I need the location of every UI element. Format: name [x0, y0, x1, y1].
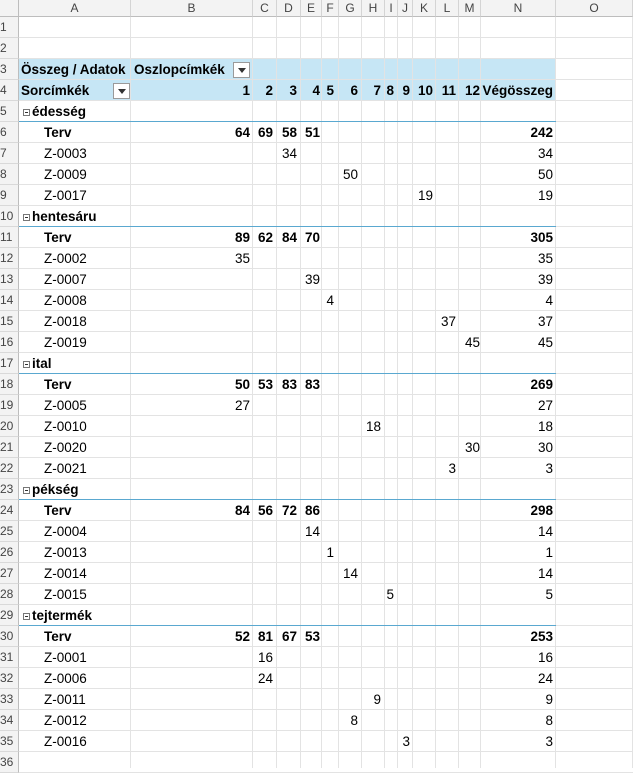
plan-value[interactable]: 84	[234, 503, 250, 518]
item-total[interactable]: 19	[537, 188, 553, 203]
plan-total[interactable]: 298	[530, 503, 553, 518]
select-all-corner[interactable]	[0, 0, 19, 17]
item-label[interactable]: Z-0015	[44, 587, 87, 602]
row-header[interactable]: 16	[0, 332, 19, 353]
plan-label[interactable]: Terv	[44, 629, 72, 644]
item-total[interactable]: 18	[537, 419, 553, 434]
gridline	[19, 37, 633, 38]
plan-value[interactable]: 53	[257, 377, 273, 392]
column-labels-caption[interactable]: Oszlopcímkék	[134, 62, 225, 77]
row-header[interactable]: 20	[0, 416, 19, 437]
row-header[interactable]: 33	[0, 689, 19, 710]
column-header[interactable]: D	[277, 0, 301, 17]
item-value[interactable]: 19	[417, 188, 433, 203]
item-label[interactable]: Z-0010	[44, 419, 87, 434]
group-label[interactable]: édesség	[32, 104, 87, 119]
row-header[interactable]: 29	[0, 605, 19, 626]
gridline	[412, 17, 413, 768]
column-header[interactable]: C	[253, 0, 277, 17]
row-header[interactable]: 14	[0, 290, 19, 311]
plan-value[interactable]: 83	[304, 377, 320, 392]
plan-value[interactable]: 62	[257, 230, 273, 245]
row-header[interactable]: 17	[0, 353, 19, 374]
item-total[interactable]: 14	[537, 566, 553, 581]
row-header[interactable]: 6	[0, 122, 19, 143]
item-label[interactable]: Z-0013	[44, 545, 87, 560]
row-header[interactable]: 23	[0, 479, 19, 500]
item-label[interactable]: Z-0002	[44, 251, 87, 266]
row-header[interactable]: 18	[0, 374, 19, 395]
plan-value[interactable]: 64	[234, 125, 250, 140]
row-header[interactable]: 26	[0, 542, 19, 563]
gridline	[397, 17, 398, 768]
item-value[interactable]: 1	[326, 545, 334, 560]
plan-value[interactable]: 83	[281, 377, 297, 392]
row-header[interactable]: 36	[0, 752, 19, 773]
item-total[interactable]: 45	[537, 335, 553, 350]
item-total[interactable]: 16	[537, 650, 553, 665]
column-header[interactable]: B	[131, 0, 253, 17]
item-label[interactable]: Z-0011	[44, 692, 86, 707]
plan-total[interactable]: 253	[530, 629, 553, 644]
column-header[interactable]: E	[301, 0, 322, 17]
item-value[interactable]: 9	[373, 692, 381, 707]
column-header-1[interactable]: 1	[242, 83, 250, 98]
plan-value[interactable]: 81	[257, 629, 273, 644]
row-header[interactable]: 28	[0, 584, 19, 605]
item-label[interactable]: Z-0014	[44, 566, 87, 581]
group-label[interactable]: ital	[32, 356, 52, 371]
row-header[interactable]: 32	[0, 668, 19, 689]
column-labels-filter-button[interactable]	[233, 62, 250, 78]
plan-value[interactable]: 56	[257, 503, 273, 518]
item-value[interactable]: 4	[326, 293, 334, 308]
item-value[interactable]: 18	[365, 419, 381, 434]
gridline	[321, 17, 322, 768]
item-total[interactable]: 5	[545, 587, 553, 602]
item-label[interactable]: Z-0019	[44, 335, 87, 350]
group-label[interactable]: tejtermék	[32, 608, 93, 623]
row-header[interactable]: 3	[0, 59, 19, 80]
plan-value[interactable]: 89	[234, 230, 250, 245]
column-header[interactable]: A	[19, 0, 131, 17]
column-header-2[interactable]: 2	[265, 83, 273, 98]
item-total[interactable]: 1	[545, 545, 553, 560]
column-header-7[interactable]: 7	[373, 83, 381, 98]
item-value[interactable]: 14	[304, 524, 320, 539]
item-total[interactable]: 37	[537, 314, 553, 329]
item-value[interactable]: 39	[304, 272, 320, 287]
plan-value[interactable]: 53	[304, 629, 320, 644]
plan-total[interactable]: 269	[530, 377, 553, 392]
row-header[interactable]: 19	[0, 395, 19, 416]
row-header[interactable]: 4	[0, 80, 19, 101]
item-value[interactable]: 8	[350, 713, 358, 728]
row-header[interactable]: 5	[0, 101, 19, 122]
item-total[interactable]: 34	[537, 146, 553, 161]
column-header[interactable]: O	[556, 0, 633, 17]
collapse-icon[interactable]	[23, 487, 30, 494]
item-total[interactable]: 4	[545, 293, 553, 308]
gridline	[361, 17, 362, 768]
row-labels-caption[interactable]: Sorcímkék	[21, 83, 90, 98]
item-total[interactable]: 3	[545, 461, 553, 476]
item-label[interactable]: Z-0009	[44, 167, 87, 182]
item-value[interactable]: 37	[440, 314, 456, 329]
row-header[interactable]: 2	[0, 38, 19, 59]
plan-value[interactable]: 52	[234, 629, 250, 644]
row-header[interactable]: 11	[0, 227, 19, 248]
collapse-icon[interactable]	[23, 109, 30, 116]
item-total[interactable]: 24	[537, 671, 553, 686]
gridline	[480, 17, 481, 768]
row-header[interactable]: 7	[0, 143, 19, 164]
item-value[interactable]: 3	[448, 461, 456, 476]
item-value[interactable]: 35	[234, 251, 250, 266]
item-value[interactable]: 14	[342, 566, 358, 581]
gridline	[555, 17, 556, 768]
row-header[interactable]: 9	[0, 185, 19, 206]
row-header[interactable]: 1	[0, 17, 19, 38]
row-header[interactable]: 25	[0, 521, 19, 542]
plan-value[interactable]: 70	[304, 230, 320, 245]
item-label[interactable]: Z-0016	[44, 734, 87, 749]
item-value[interactable]: 50	[342, 167, 358, 182]
column-header[interactable]: N	[481, 0, 556, 17]
plan-total[interactable]: 242	[530, 125, 553, 140]
row-labels-filter-button[interactable]	[113, 83, 130, 99]
item-total[interactable]: 30	[537, 440, 553, 455]
row-header[interactable]: 12	[0, 248, 19, 269]
plan-value[interactable]: 72	[281, 503, 297, 518]
grand-total-header[interactable]: Végösszeg	[482, 83, 553, 98]
item-value[interactable]: 24	[257, 671, 273, 686]
row-header[interactable]: 35	[0, 731, 19, 752]
item-total[interactable]: 8	[545, 713, 553, 728]
group-label[interactable]: hentesáru	[32, 209, 97, 224]
item-label[interactable]: Z-0001	[44, 650, 87, 665]
column-header[interactable]: F	[322, 0, 339, 17]
item-total[interactable]: 27	[537, 398, 553, 413]
item-label[interactable]: Z-0007	[44, 272, 87, 287]
column-header[interactable]: H	[362, 0, 385, 17]
item-total[interactable]: 39	[537, 272, 553, 287]
column-header[interactable]: I	[385, 0, 398, 17]
column-header[interactable]: L	[436, 0, 459, 17]
collapse-icon[interactable]	[23, 214, 30, 221]
item-value[interactable]: 45	[464, 335, 480, 350]
item-total[interactable]: 14	[537, 524, 553, 539]
column-header-8[interactable]: 8	[386, 83, 394, 98]
column-header-6[interactable]: 6	[350, 83, 358, 98]
plan-value[interactable]: 84	[281, 230, 297, 245]
column-header-4[interactable]: 4	[312, 83, 320, 98]
row-header[interactable]: 27	[0, 563, 19, 584]
item-label[interactable]: Z-0006	[44, 671, 87, 686]
column-header-10[interactable]: 10	[417, 83, 433, 98]
plan-label[interactable]: Terv	[44, 377, 72, 392]
column-header-12[interactable]: 12	[464, 83, 480, 98]
column-header[interactable]: J	[398, 0, 413, 17]
item-total[interactable]: 35	[537, 251, 553, 266]
column-header-5[interactable]: 5	[326, 83, 334, 98]
plan-label[interactable]: Terv	[44, 125, 72, 140]
plan-value[interactable]: 51	[304, 125, 320, 140]
item-label[interactable]: Z-0018	[44, 314, 87, 329]
item-label[interactable]: Z-0005	[44, 398, 87, 413]
gridline	[458, 17, 459, 768]
item-value[interactable]: 16	[257, 650, 273, 665]
column-header[interactable]: K	[413, 0, 436, 17]
gridline	[130, 17, 131, 768]
plan-value[interactable]: 86	[304, 503, 320, 518]
item-value[interactable]: 34	[281, 146, 297, 161]
column-header[interactable]: G	[339, 0, 362, 17]
row-header[interactable]: 15	[0, 311, 19, 332]
plan-total[interactable]: 305	[530, 230, 553, 245]
gridline	[384, 17, 385, 768]
row-header[interactable]: 13	[0, 269, 19, 290]
item-total[interactable]: 3	[545, 734, 553, 749]
row-header[interactable]: 24	[0, 500, 19, 521]
item-value[interactable]: 30	[464, 440, 480, 455]
column-header[interactable]: M	[459, 0, 481, 17]
item-value[interactable]: 5	[386, 587, 394, 602]
item-total[interactable]: 9	[545, 692, 553, 707]
row-header[interactable]: 8	[0, 164, 19, 185]
item-value[interactable]: 3	[402, 734, 410, 749]
plan-value[interactable]: 58	[281, 125, 297, 140]
row-header[interactable]: 21	[0, 437, 19, 458]
plan-value[interactable]: 69	[257, 125, 273, 140]
pivot-corner-label[interactable]: Összeg / Adatok	[21, 62, 126, 77]
item-label[interactable]: Z-0004	[44, 524, 87, 539]
item-label[interactable]: Z-0012	[44, 713, 87, 728]
row-header[interactable]: 31	[0, 647, 19, 668]
row-header[interactable]: 30	[0, 626, 19, 647]
gridline	[435, 17, 436, 768]
column-header-11[interactable]: 11	[441, 83, 456, 98]
plan-value[interactable]: 67	[281, 629, 297, 644]
item-total[interactable]: 50	[537, 167, 553, 182]
gridline	[338, 17, 339, 768]
column-header-3[interactable]: 3	[289, 83, 297, 98]
item-label[interactable]: Z-0020	[44, 440, 87, 455]
item-value[interactable]: 27	[234, 398, 250, 413]
row-header[interactable]: 34	[0, 710, 19, 731]
item-label[interactable]: Z-0021	[44, 461, 87, 476]
item-label[interactable]: Z-0008	[44, 293, 87, 308]
column-header-9[interactable]: 9	[402, 83, 410, 98]
plan-label[interactable]: Terv	[44, 230, 72, 245]
plan-label[interactable]: Terv	[44, 503, 72, 518]
collapse-icon[interactable]	[23, 361, 30, 368]
collapse-icon[interactable]	[23, 613, 30, 620]
item-label[interactable]: Z-0003	[44, 146, 87, 161]
row-header[interactable]: 22	[0, 458, 19, 479]
group-label[interactable]: pékség	[32, 482, 79, 497]
row-header[interactable]: 10	[0, 206, 19, 227]
item-label[interactable]: Z-0017	[44, 188, 87, 203]
plan-value[interactable]: 50	[234, 377, 250, 392]
